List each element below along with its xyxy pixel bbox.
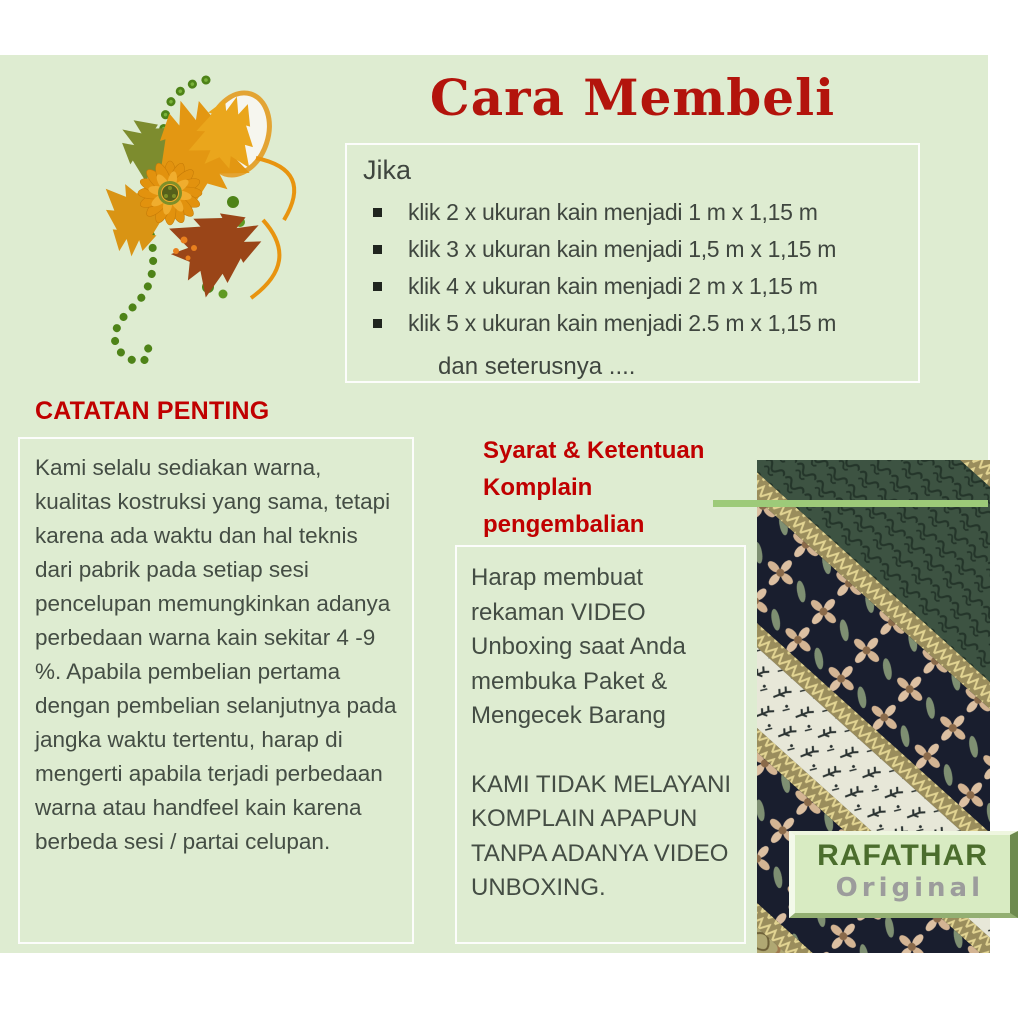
important-note-box	[18, 437, 414, 944]
square-bullet-icon	[373, 282, 382, 291]
list-item-text: klik 4 x ukuran kain menjadi 2 m x 1,15 m	[408, 273, 818, 299]
terms-paragraph-1: Harap membuat rekaman VIDEO Unboxing saat Anda membuka Paket & Mengecek Barang	[471, 564, 686, 729]
list-item-text: klik 2 x ukuran kain menjadi 1 m x 1,15 m	[408, 199, 818, 225]
brand-name: RAFATHAR	[817, 839, 988, 872]
list-item-text: klik 5 x ukuran kain menjadi 2.5 m x 1,15 m	[408, 310, 837, 336]
etc-note: dan seterusnya ....	[438, 353, 636, 380]
important-note-paragraph: Kami selalu sediakan warna, kualitas kostruksi yang sama, tetapi karena ada waktu dan hal teknis dari pabrik pada setiap sesi pencelupan memungkinkan adanya perbedaan warna kain sekitar 4 -9 %. Apabila pembelian pertama dengan pembelian selanjutnya pada jangka waktu tertentu, harap di mengerti apabila terjadi perbedaan warna atau handfeel kain karena berbeda sesi / partai celupan.	[35, 455, 397, 854]
list-item	[363, 305, 918, 342]
square-bullet-icon	[373, 208, 382, 217]
brand-tagline: Original	[835, 873, 984, 903]
autumn-flower-decoration	[88, 72, 313, 372]
terms-paragraph-2: KAMI TIDAK MELAYANI KOMPLAIN APAPUN TANPA ADANYA VIDEO UNBOXING.	[471, 770, 732, 901]
square-bullet-icon	[373, 319, 382, 328]
list-item	[363, 268, 918, 305]
page-title: Cara Membeli	[429, 68, 836, 127]
how-to-buy-intro: Jika	[363, 155, 412, 185]
square-bullet-icon	[373, 245, 382, 254]
heading-line: Komplain	[483, 474, 593, 501]
list-item-text: klik 3 x ukuran kain menjadi 1,5 m x 1,15 m	[408, 236, 837, 262]
green-accent-line	[713, 500, 988, 507]
brand-badge	[789, 831, 1018, 918]
autumn-flower-icon	[88, 72, 313, 372]
complaint-terms-heading	[483, 432, 743, 543]
complaint-terms-box	[455, 545, 746, 944]
list-item	[363, 231, 918, 268]
klik-list	[363, 194, 918, 342]
heading-line: Syarat & Ketentuan	[483, 437, 705, 464]
how-to-buy-box	[345, 143, 920, 383]
important-note-heading: CATATAN PENTING	[35, 397, 270, 425]
list-item	[363, 194, 918, 231]
heading-line: pengembalian	[483, 511, 645, 538]
